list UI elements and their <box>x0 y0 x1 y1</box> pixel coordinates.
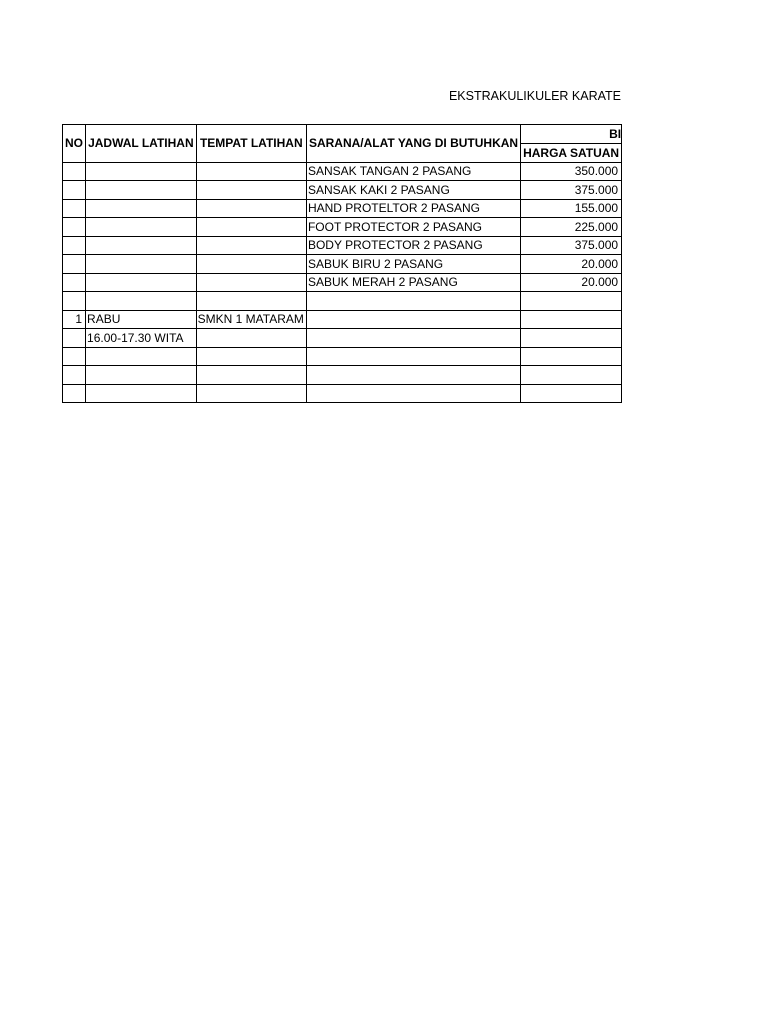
table-row <box>63 255 628 274</box>
table-row <box>63 236 628 255</box>
header-overflow-cell <box>622 125 628 144</box>
table-row <box>63 273 628 292</box>
header-sarana-alat: SARANA/ALAT YANG DI BUTUHKAN <box>306 125 520 163</box>
cell-tempat <box>196 181 306 200</box>
table-body <box>63 162 628 403</box>
overflow-cell <box>622 384 628 403</box>
overflow-cell <box>622 181 628 200</box>
overflow-cell <box>622 218 628 237</box>
cell-sarana: SANSAK TANGAN 2 PASANG <box>306 162 520 181</box>
cell-tempat <box>196 236 306 255</box>
header-overflow-cell <box>622 144 628 163</box>
table-row <box>63 384 628 403</box>
cell-harga-satuan: 20.000 <box>521 255 622 274</box>
header-no: NO <box>63 125 86 163</box>
cell-no <box>63 292 86 311</box>
cell-tempat <box>196 384 306 403</box>
cell-harga-satuan: 375.000 <box>521 236 622 255</box>
cell-harga-satuan: 350.000 <box>521 162 622 181</box>
overflow-cell <box>622 292 628 311</box>
cell-no <box>63 347 86 366</box>
cell-sarana: BODY PROTECTOR 2 PASANG <box>306 236 520 255</box>
overflow-cell <box>622 199 628 218</box>
header-harga-satuan: HARGA SATUAN <box>521 144 622 163</box>
overflow-cell <box>622 366 628 385</box>
cell-harga-satuan: 375.000 <box>521 181 622 200</box>
cell-harga-satuan <box>521 329 622 348</box>
cell-jadwal <box>86 366 197 385</box>
cell-tempat <box>196 199 306 218</box>
overflow-cell <box>622 162 628 181</box>
cell-tempat <box>196 366 306 385</box>
cell-harga-satuan <box>521 310 622 329</box>
cell-no <box>63 255 86 274</box>
cell-sarana <box>306 347 520 366</box>
cell-harga-satuan <box>521 384 622 403</box>
cell-no <box>63 218 86 237</box>
table-row <box>63 162 628 181</box>
cell-jadwal <box>86 218 197 237</box>
table-row <box>63 181 628 200</box>
overflow-cell <box>622 255 628 274</box>
table-row <box>63 199 628 218</box>
cell-tempat: SMKN 1 MATARAM <box>196 310 306 329</box>
cell-tempat <box>196 255 306 274</box>
cell-jadwal <box>86 199 197 218</box>
cell-no <box>63 236 86 255</box>
cell-harga-satuan <box>521 347 622 366</box>
cell-jadwal <box>86 273 197 292</box>
cell-no <box>63 162 86 181</box>
training-table <box>62 124 628 403</box>
cell-no <box>63 273 86 292</box>
overflow-cell <box>622 310 628 329</box>
cell-jadwal <box>86 162 197 181</box>
cell-jadwal <box>86 384 197 403</box>
cell-no <box>63 366 86 385</box>
cell-tempat <box>196 162 306 181</box>
cell-harga-satuan: 225.000 <box>521 218 622 237</box>
cell-jadwal <box>86 347 197 366</box>
table-row <box>63 218 628 237</box>
cell-jadwal: 16.00-17.30 WITA <box>86 329 197 348</box>
table-row <box>63 329 628 348</box>
sheet-title: EKSTRAKULIKULER KARATE <box>448 89 622 103</box>
cell-no <box>63 199 86 218</box>
table-row <box>63 366 628 385</box>
table-header <box>63 125 628 163</box>
cell-sarana <box>306 292 520 311</box>
cell-sarana <box>306 384 520 403</box>
cell-no: 1 <box>63 310 86 329</box>
cell-no <box>63 384 86 403</box>
cell-tempat <box>196 273 306 292</box>
cell-tempat <box>196 292 306 311</box>
cell-harga-satuan: 155.000 <box>521 199 622 218</box>
cell-tempat <box>196 218 306 237</box>
cell-sarana: SANSAK KAKI 2 PASANG <box>306 181 520 200</box>
cell-harga-satuan <box>521 366 622 385</box>
cell-harga-satuan: 20.000 <box>521 273 622 292</box>
table-row <box>63 347 628 366</box>
overflow-cell <box>622 273 628 292</box>
cell-sarana: SABUK MERAH 2 PASANG <box>306 273 520 292</box>
cell-sarana: HAND PROTELTOR 2 PASANG <box>306 199 520 218</box>
header-biaya: BI <box>521 125 622 144</box>
table-row <box>63 292 628 311</box>
table-viewport <box>62 124 628 414</box>
header-jadwal-latihan: JADWAL LATIHAN <box>86 125 197 163</box>
cell-jadwal: RABU <box>86 310 197 329</box>
overflow-cell <box>622 329 628 348</box>
cell-sarana: SABUK BIRU 2 PASANG <box>306 255 520 274</box>
cell-sarana <box>306 366 520 385</box>
cell-harga-satuan <box>521 292 622 311</box>
overflow-cell <box>622 347 628 366</box>
cell-no <box>63 329 86 348</box>
cell-no <box>63 181 86 200</box>
header-tempat-latihan: TEMPAT LATIHAN <box>196 125 306 163</box>
cell-tempat <box>196 329 306 348</box>
cell-tempat <box>196 347 306 366</box>
cell-jadwal <box>86 236 197 255</box>
cell-sarana: FOOT PROTECTOR 2 PASANG <box>306 218 520 237</box>
cell-jadwal <box>86 181 197 200</box>
cell-sarana <box>306 329 520 348</box>
cell-jadwal <box>86 292 197 311</box>
overflow-cell <box>622 236 628 255</box>
table-row <box>63 310 628 329</box>
cell-sarana <box>306 310 520 329</box>
cell-jadwal <box>86 255 197 274</box>
